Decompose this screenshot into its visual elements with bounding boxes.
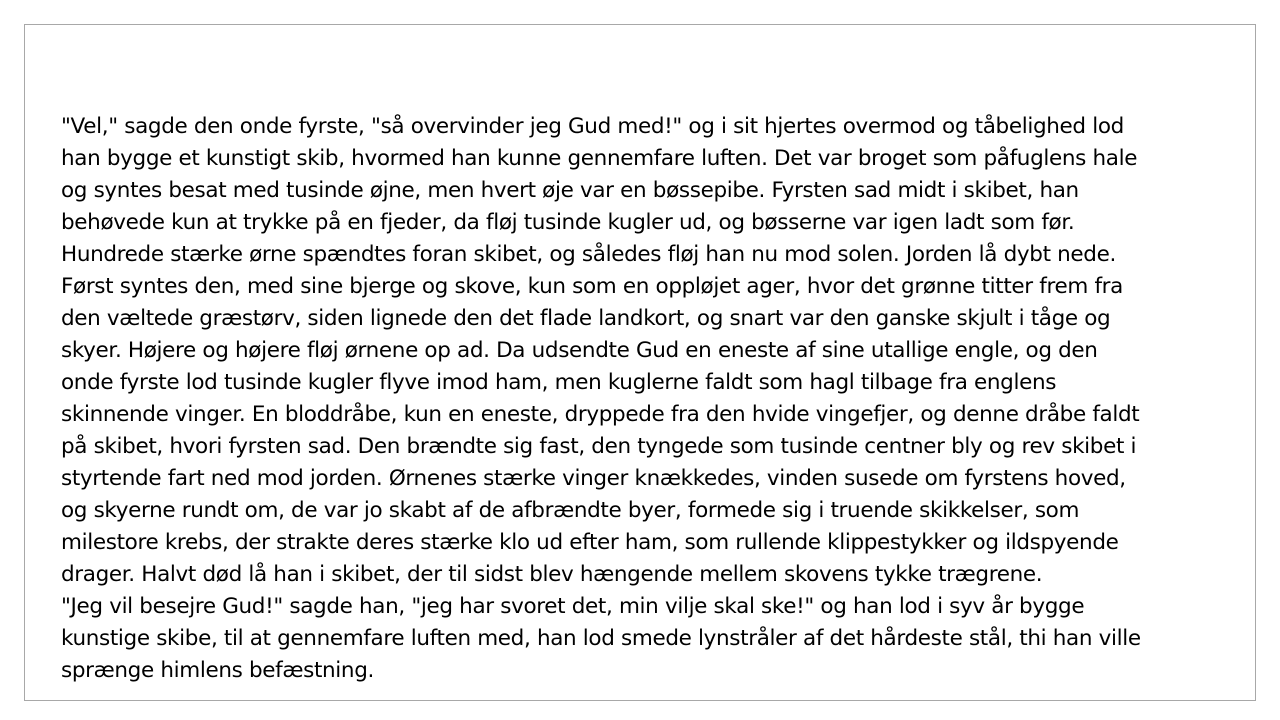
text-line: Først syntes den, med sine bjerge og skove, kun som en oppløjet ager, hvor det grønne titter frem fra xyxy=(61,274,1123,299)
text-line: sprænge himlens befæstning. xyxy=(61,658,374,683)
text-line: behøvede kun at trykke på en fjeder, da fløj tusinde kugler ud, og bøsserne var igen ladt som før. xyxy=(61,210,1075,235)
text-line: skyer. Højere og højere fløj ørnene op ad. Da udsendte Gud en eneste af sine utallige engle, og den xyxy=(61,338,1098,363)
text-line: drager. Halvt død lå han i skibet, der til sidst blev hængende mellem skovens tykke trægrene. xyxy=(61,562,1043,587)
text-line: Hundrede stærke ørne spændtes foran skibet, og således fløj han nu mod solen. Jorden lå dybt nede. xyxy=(61,242,1116,267)
text-line: og syntes besat med tusinde øjne, men hvert øje var en bøssepibe. Fyrsten sad midt i skibet, han xyxy=(61,178,1079,203)
text-line: styrtende fart ned mod jorden. Ørnenes stærke vinger knækkedes, vinden susede om fyrstens hoved, xyxy=(61,466,1126,491)
document-page xyxy=(24,24,1256,701)
text-line: på skibet, hvori fyrsten sad. Den brændte sig fast, den tyngede som tusinde centner bly og rev skibet i xyxy=(61,434,1137,459)
text-line: skinnende vinger. En bloddråbe, kun en eneste, dryppede fra den hvide vingefjer, og denne dråbe faldt xyxy=(61,402,1140,427)
text-line: "Vel," sagde den onde fyrste, "så overvinder jeg Gud med!" og i sit hjertes overmod og tåbelighed lod xyxy=(61,114,1124,139)
text-line: onde fyrste lod tusinde kugler flyve imod ham, men kuglerne faldt som hagl tilbage fra englens xyxy=(61,370,1057,395)
text-line: "Jeg vil besejre Gud!" sagde han, "jeg har svoret det, min vilje skal ske!" og han lod i syv år bygge xyxy=(61,594,1085,619)
text-line: den væltede græstørv, siden lignede den det flade landkort, og snart var den ganske skjult i tåge og xyxy=(61,306,1111,331)
text-line: og skyerne rundt om, de var jo skabt af de afbrændte byer, formede sig i truende skikkelser, som xyxy=(61,498,1080,523)
body-text xyxy=(61,111,1241,687)
text-line: han bygge et kunstigt skib, hvormed han kunne gennemfare luften. Det var broget som påfuglens hale xyxy=(61,146,1138,171)
text-line: kunstige skibe, til at gennemfare luften med, han lod smede lynstråler af det hårdeste stål, thi han ville xyxy=(61,626,1141,651)
text-line: milestore krebs, der strakte deres stærke klo ud efter ham, som rullende klippestykker og ildspyende xyxy=(61,530,1119,555)
